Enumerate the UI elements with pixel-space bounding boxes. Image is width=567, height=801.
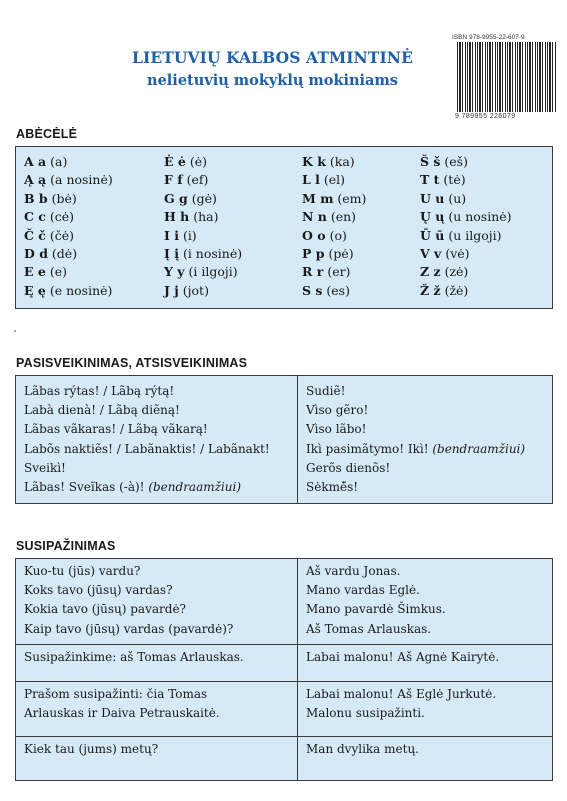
alphabet-letter-name: (en) (330, 209, 357, 225)
alphabet-letter-name: (ha) (193, 209, 219, 225)
alphabet-letter-name: (u) (448, 190, 467, 206)
alphabet-letters: Z z (420, 264, 441, 280)
phrase-line: Kokia tavo (jūsų) pavardė? (24, 602, 186, 617)
alphabet-letters: Ė ė (164, 154, 186, 169)
phrase-line: Susipažinkime: aš Tomas Arlauskas. (24, 650, 244, 664)
alphabet-letters: B b (24, 190, 48, 206)
alphabet-entry (164, 209, 302, 227)
alphabet-entry (420, 209, 550, 227)
alphabet-letter-name: (a nosinė) (50, 172, 113, 188)
alphabet-letters: Y y (164, 264, 185, 280)
alphabet-letters: R r (302, 264, 324, 280)
alphabet-column (302, 154, 420, 308)
table-cell-left (16, 737, 298, 780)
document-title: LIETUVIŲ KALBOS ATMINTINĖ (131, 48, 413, 67)
alphabet-letters: T t (420, 172, 440, 188)
phrase-line: Kuo-tu (jūs) vardu? (24, 564, 141, 578)
phrase-line: Arlauskas ir Daiva Petrauskaitė. (24, 706, 220, 721)
alphabet-letters: Į į (164, 245, 179, 261)
alphabet-entry (302, 154, 420, 172)
barcode-digits: 9 789955 226079 (455, 113, 516, 120)
alphabet-letters: Ę ę (24, 282, 46, 298)
alphabet-column (24, 154, 164, 308)
alphabet-letter-name: (em) (337, 190, 367, 206)
alphabet-letters: Ų ų (420, 209, 445, 225)
alphabet-letter-name: (vė) (445, 245, 470, 261)
alphabet-letters: N n (302, 209, 327, 225)
alphabet-letter-name: (dė) (51, 245, 78, 261)
phrase-text: Vìso gẽro! (306, 403, 369, 418)
page-mark (14, 330, 16, 332)
alphabet-letter-name: (i nosinė) (182, 245, 243, 261)
phrase-line (306, 384, 544, 403)
alphabet-entry (302, 246, 420, 264)
alphabet-letters: U u (420, 190, 445, 206)
alphabet-letters: Č č (24, 227, 46, 243)
alphabet-letter-name: (gė) (191, 190, 217, 206)
phrase-line (306, 442, 544, 461)
phrase-line (306, 461, 544, 480)
phrase-text: Sėkmė̃s! (306, 479, 359, 494)
phrase-note: (bendraamžiui) (432, 441, 526, 456)
isbn-text: ISBN 978-9955-22-607-9 (452, 34, 525, 41)
alphabet-letters: Š š (420, 154, 441, 169)
alphabet-letters: I i (164, 227, 179, 243)
alphabet-entry (302, 191, 420, 209)
alphabet-letters: S s (302, 282, 323, 298)
alphabet-letters: Ą ą (24, 172, 47, 188)
alphabet-letter-name: (u ilgoji) (448, 227, 502, 243)
alphabet-letters: A a (24, 154, 47, 169)
alphabet-table (15, 146, 553, 309)
alphabet-letters: D d (24, 245, 48, 261)
alphabet-entry (164, 191, 302, 209)
alphabet-entry (164, 283, 302, 301)
introduction-table (15, 558, 553, 781)
alphabet-letters: G g (164, 190, 188, 206)
phrase-note: (bendraamžiui) (148, 479, 242, 494)
barcode-icon (457, 42, 557, 112)
alphabet-entry (420, 154, 550, 172)
alphabet-entry (420, 246, 550, 264)
phrase-line: Man dvylika metų. (306, 742, 419, 756)
phrase-line (24, 461, 289, 480)
phrase-text: Sveikì! (24, 460, 66, 475)
phrase-line (306, 480, 544, 499)
alphabet-letters: L l (302, 172, 320, 188)
phrase-line: Aš vardu Jonas. (306, 564, 401, 578)
document-title-block (100, 48, 445, 89)
phrase-text: Vìso lãbo! (306, 422, 367, 437)
alphabet-letter-name: (jot) (182, 282, 209, 298)
table-cell-left (16, 645, 298, 681)
alphabet-letter-name: (ka) (329, 154, 355, 169)
alphabet-letter-name: (bė) (51, 190, 77, 206)
alphabet-entry (420, 172, 550, 190)
alphabet-entry (164, 246, 302, 264)
table-cell-left (16, 682, 298, 736)
alphabet-letter-name: (e nosinė) (49, 282, 113, 298)
table-cell-right (298, 737, 552, 780)
alphabet-letter-name: (cė) (49, 209, 75, 225)
phrase-line (24, 442, 289, 461)
phrase-text: Labõs naktiẽs! / Labãnaktis! / Labãnakt! (24, 441, 270, 456)
phrase-line: Mano vardas Eglė. (306, 583, 420, 598)
alphabet-entry (420, 264, 550, 282)
alphabet-heading: ABĖCĖLĖ (16, 127, 78, 141)
phrase-text: Lãbas rýtas! / Lãbą rýtą! (24, 384, 175, 398)
table-row (16, 737, 552, 780)
alphabet-letters: K k (302, 154, 326, 169)
alphabet-column (164, 154, 302, 308)
alphabet-letters: Ū ū (420, 227, 445, 243)
alphabet-letter-name: (o) (329, 227, 347, 243)
phrase-line (24, 422, 289, 441)
phrase-text: Sudiẽ! (306, 384, 346, 398)
alphabet-entry (302, 283, 420, 301)
alphabet-entry (420, 228, 550, 246)
phrase-line: Aš Tomas Arlauskas. (306, 621, 432, 636)
phrase-line: Mano pavardė Šimkus. (306, 602, 446, 617)
phrase-line (306, 403, 544, 422)
alphabet-letters: H h (164, 209, 190, 225)
alphabet-letter-name: (zė) (444, 264, 469, 280)
alphabet-letter-name: (ė) (189, 154, 207, 169)
alphabet-entry (302, 228, 420, 246)
alphabet-letters: O o (302, 227, 326, 243)
alphabet-entry (24, 154, 164, 172)
alphabet-letter-name: (tė) (443, 172, 466, 188)
alphabet-letters: E e (24, 264, 46, 280)
alphabet-letters: Ž ž (420, 282, 441, 298)
table-cell-right (298, 645, 552, 681)
alphabet-letters: C c (24, 209, 46, 225)
table-row (16, 559, 552, 645)
alphabet-letter-name: (el) (323, 172, 346, 188)
alphabet-letter-name: (čė) (49, 227, 75, 243)
greetings-heading: PASISVEIKINIMAS, ATSISVEIKINIMAS (16, 356, 248, 370)
alphabet-entry (24, 228, 164, 246)
phrase-line: Kaip tavo (jūsų) vardas (pavardė)? (24, 621, 234, 636)
alphabet-letter-name: (a) (50, 154, 68, 169)
alphabet-entry (420, 191, 550, 209)
alphabet-entry (302, 172, 420, 190)
table-cell-left (16, 559, 298, 644)
alphabet-entry (24, 191, 164, 209)
alphabet-letters: J j (164, 282, 179, 298)
phrase-line (24, 384, 289, 403)
alphabet-letters: F f (164, 172, 183, 188)
table-row (16, 645, 552, 682)
alphabet-letter-name: (ef) (186, 172, 209, 188)
alphabet-entry (24, 246, 164, 264)
alphabet-letters: P p (302, 245, 325, 261)
greetings-column-left (16, 376, 298, 503)
alphabet-entry (164, 154, 302, 172)
alphabet-letter-name: (es) (326, 282, 350, 298)
alphabet-letters: V v (420, 245, 442, 261)
table-row (16, 682, 552, 737)
phrase-text: Lãbas vãkaras! / Lãbą vãkarą! (24, 422, 208, 437)
document-subtitle: nelietuvių mokyklų mokiniams (147, 72, 398, 89)
phrase-line: Malonu susipažinti. (306, 706, 425, 721)
alphabet-entry (302, 264, 420, 282)
alphabet-entry (420, 283, 550, 301)
alphabet-entry (24, 209, 164, 227)
table-cell-right (298, 559, 552, 644)
alphabet-entry (24, 264, 164, 282)
alphabet-letter-name: (i) (182, 227, 197, 243)
alphabet-entry (302, 209, 420, 227)
phrase-line: Labai malonu! Aš Agnė Kairytė. (306, 650, 500, 664)
phrase-text: Ikì pasimãtymo! Ikì! (306, 441, 433, 456)
alphabet-entry (24, 172, 164, 190)
alphabet-letter-name: (i ilgoji) (188, 264, 238, 280)
alphabet-entry (164, 228, 302, 246)
alphabet-column (420, 154, 550, 308)
alphabet-letter-name: (eš) (444, 154, 468, 169)
phrase-line: Koks tavo (jūsų) vardas? (24, 583, 173, 598)
alphabet-entry (24, 283, 164, 301)
alphabet-letter-name: (žė) (444, 282, 469, 298)
introduction-heading: SUSIPAŽINIMAS (16, 539, 116, 553)
phrase-line: Labai malonu! Aš Eglė Jurkutė. (306, 687, 497, 701)
phrase-line (24, 480, 289, 499)
alphabet-entry (164, 264, 302, 282)
alphabet-letter-name: (er) (327, 264, 351, 280)
phrase-line: Prašom susipažinti: čia Tomas (24, 687, 208, 701)
table-cell-right (298, 682, 552, 736)
alphabet-letter-name: (e) (49, 264, 67, 280)
phrase-text: Labà dienà! / Lãbą diẽną! (24, 403, 180, 418)
phrase-text: Gerõs dienõs! (306, 460, 391, 475)
phrase-line: Kiek tau (jums) metų? (24, 742, 159, 756)
greetings-column-right (298, 376, 552, 503)
alphabet-letters: M m (302, 190, 334, 206)
alphabet-letter-name: (pė) (328, 245, 354, 261)
alphabet-letter-name: (u nosinė) (448, 209, 512, 225)
phrase-text: Lãbas! Sveĩkas (-à)! (24, 479, 149, 494)
phrase-line (306, 422, 544, 441)
greetings-table (15, 375, 553, 504)
alphabet-entry (164, 172, 302, 190)
phrase-line (24, 403, 289, 422)
